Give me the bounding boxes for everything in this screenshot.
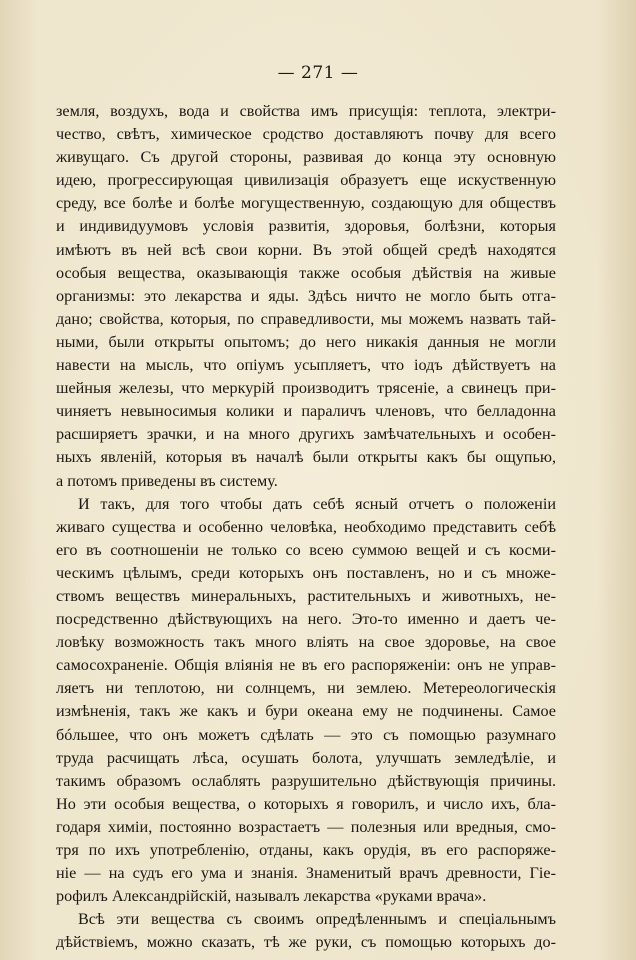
text-line: чиняетъ невыносимыя колики и параличъ членовъ, что белладонна [56, 402, 556, 421]
text-line: имѣютъ въ ней всѣ свои корни. Въ этой общей средѣ находятся [56, 240, 556, 259]
text-line: ляетъ ни теплотою, ни солнцемъ, ни землею. Метереологическія [56, 679, 556, 698]
text-line: бóльшее, что онъ можетъ сдѣлать — это съ помощью разумнаго [56, 725, 556, 744]
text-line: особыя вещества, оказывающія также особыя дѣйствія на живые [56, 263, 556, 282]
text-line: живаго существа и особенно человѣка, необходимо представить себѣ [56, 517, 556, 536]
text-line: измѣненія, такъ же какъ и бури океана ему не подчинены. Самое [56, 702, 556, 721]
text-line: такимъ образомъ ослаблять разрушительно дѣйствующія причины. [56, 771, 556, 790]
text-line: шейныя железы, что меркурій производитъ трясеніе, а свинецъ при- [56, 379, 556, 398]
text-line: земля, воздухъ, вода и свойства имъ присущія: теплота, электри- [56, 102, 556, 120]
text-line: ческимъ цѣлымъ, среди которыхъ онъ поставленъ, но и съ множе- [56, 563, 556, 582]
text-line: Но эти особыя вещества, о которыхъ я говорилъ, и число ихъ, бла- [56, 794, 556, 813]
text-line: годаря химіи, постоянно возрастаетъ — полезныя или вредныя, смо- [56, 817, 556, 836]
text-line: среду, все болѣе и болѣе могущественную, создающую для обществъ [56, 194, 556, 213]
text-line: рофилъ Александрійскій, называлъ лекарства «руками врача». [56, 887, 487, 906]
text-line: а потомъ приведены въ систему. [56, 471, 278, 490]
text-line: труда расчищать лѣса, осушать болота, улучшать земледѣліе, и [56, 748, 556, 767]
text-line: самосохраненіе. Общія вліянія не въ его распоряженіи: онъ не управ- [56, 656, 556, 675]
text-line: ными, были открыты опытомъ; до него никакія данныя не могли [56, 332, 556, 351]
text-line: ніе — на судъ его ума и знанія. Знаменитый врачъ древности, Гіе- [56, 864, 556, 883]
text-line: дѣйствіемъ, можно сказать, тѣ же руки, съ помощью которыхъ до- [56, 933, 556, 952]
text-line: И такъ, для того чтобы дать себѣ ясный отчетъ о положеніи [78, 494, 556, 513]
text-line: ловѣку возможность такъ много вліять на свое здоровье, на свое [56, 633, 556, 652]
paragraph [56, 908, 556, 954]
text-line: ныхъ явленій, которыя въ началѣ были открыты какъ бы ощупью, [56, 448, 556, 467]
body-text [56, 100, 556, 954]
text-line: живущаго. Съ другой стороны, развивая до конца эту основную [56, 148, 556, 167]
text-line: дано; свойства, которыя, по справедливости, мы можемъ назвать тай- [56, 309, 556, 328]
text-line: посредственно дѣйствующихъ на него. Это-то именно и даетъ че- [56, 610, 556, 629]
text-line: организмы: это лекарства и яды. Здѣсь ничто не могло быть отга- [56, 286, 556, 305]
text-line: расширяетъ зрачки, и на много другихъ замѣчательныхъ и особен- [56, 425, 556, 444]
text-line: ствомъ веществъ минеральныхъ, растительныхъ и животныхъ, не- [56, 586, 556, 605]
text-line: навести на мысль, что опіумъ усыпляетъ, что іодъ дѣйствуетъ на [56, 356, 556, 375]
text-line: тря по ихъ употребленію, отданы, какъ орудія, въ его распоряже- [56, 841, 556, 859]
text-line: чество, свѣтъ, химическое сродство доставляютъ почву для всего [56, 125, 556, 144]
page-number: — 271 — [277, 63, 359, 83]
paragraph [56, 493, 556, 909]
text-line: идею, прогрессирующая цивилизація образуетъ еще искуственную [56, 171, 556, 190]
text-line: и индивидуумовъ условія развитія, здоровья, болѣзни, которыя [56, 217, 556, 236]
text-line: его въ соотношеніи не только со всею суммою вещей и съ косми- [56, 540, 556, 559]
paragraph [56, 100, 556, 493]
text-line: Всѣ эти вещества съ своимъ опредѣленнымъ и спеціальнымъ [78, 910, 556, 929]
